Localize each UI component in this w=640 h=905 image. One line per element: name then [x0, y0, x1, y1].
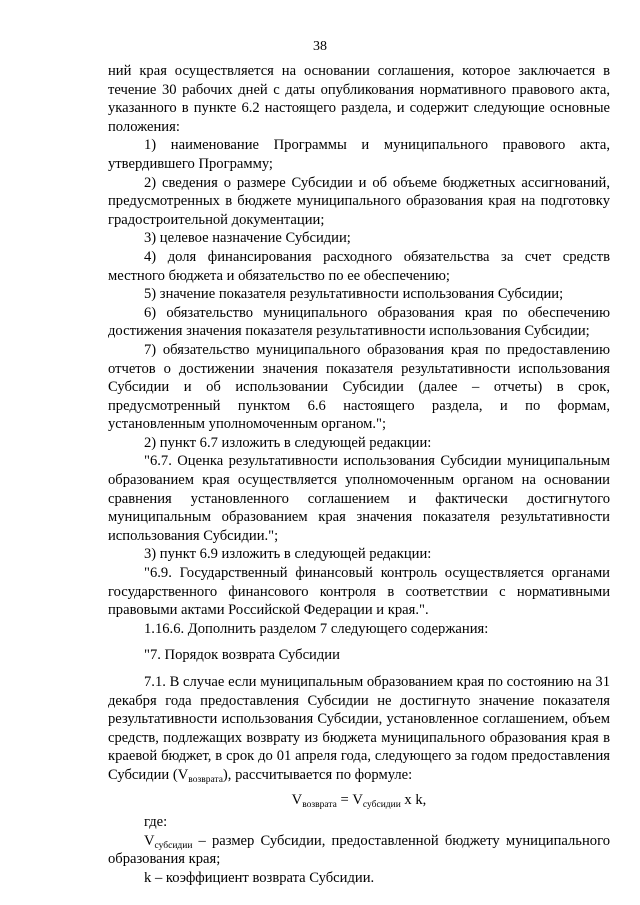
subscript-return: возврата: [188, 774, 223, 785]
document-body: [108, 62, 610, 888]
paragraph-agreement: ний края осуществляется на основании соглашения, которое заключается в течение 30 рабочих дней с даты опубликования нормативного правового акта, указанного в пункте 6.2 настоящего раздела, и содержит следующие основные положения:: [108, 63, 610, 135]
paragraph-7-1: [108, 673, 610, 785]
paragraph-6-7: "6.7. Оценка результативности использования Субсидии муниципальным образованием края осуществляется уполномоченным органом на основании сравнения установленного соглашением и фактически достигнутого муниципальным образованием края значения показателя результативности использования Субсидии.";: [108, 453, 610, 544]
list-item-2: 2) сведения о размере Субсидии и об объеме бюджетных ассигнований, предусмотренных в бюджете муниципального образования края на подготовку градостроительной документации;: [108, 174, 610, 228]
paragraph-6-9: "6.9. Государственный финансовый контроль осуществляется органами государственного финансового контроля в соответствии с нормативными правовыми актами Российской Федерации и края.".: [108, 565, 610, 619]
paragraph-7-1-tail: ), рассчитывается по формуле:: [222, 766, 413, 783]
paragraph-7-1-text: 7.1. В случае если муниципальным образованием края по состоянию на 31 декабря года предоставления Субсидии не достигнуто значение показателя результативности использования Субсидии, установленное соглашением, объем средств, подлежащих возврату из бюджета муниципального образования края в краевой бюджет, в срок до 01 апреля года, следующего за годом предоставления Субсидии (: [108, 674, 610, 783]
list-item-6: 6) обязательство муниципального образования края по обеспечению достижения значения показателя результативности использования Субсидии;: [108, 304, 610, 340]
where-label: где:: [144, 814, 168, 831]
list-item-7: 7) обязательство муниципального образования края по предоставлению отчетов о достижении значения показателя результативности использования Субсидии и об использовании Субсидии (далее – отчеты) в срок, предусмотренный пунктом 6.6 настоящего раздела, и по формам, установленным уполномоченным органом.";: [108, 341, 610, 433]
amendment-item-3: 3) пункт 6.9 изложить в следующей редакции:: [144, 546, 432, 563]
v-symbol: V: [177, 766, 189, 783]
page-number: 38: [313, 39, 327, 54]
list-item-1: 1) наименование Программы и муниципального правового акта, утвердившего Программу;: [108, 137, 610, 172]
list-item-3: 3) целевое назначение Субсидии;: [144, 230, 351, 247]
definition-v-subsidy: $V_{субсидии}$ – размер Субсидии, предоставленной бюджету муниципального образования края;: [108, 832, 610, 868]
paragraph-1-16-6: 1.16.6. Дополнить разделом 7 следующего содержания:: [144, 620, 489, 637]
definition-k: k – коэффициент возврата Субсидии.: [144, 869, 375, 886]
section-7-title: "7. Порядок возврата Субсидии: [144, 647, 340, 664]
list-item-5: 5) значение показателя результативности использования Субсидии;: [144, 286, 564, 303]
formula: $V_{возврата} = V_{субсидии}$ x k,: [291, 791, 427, 810]
amendment-item-2: 2) пункт 6.7 изложить в следующей редакции:: [144, 434, 432, 451]
list-item-4: 4) доля финансирования расходного обязательства за счет средств местного бюджета и обязательство по ее обеспечению;: [108, 248, 610, 284]
